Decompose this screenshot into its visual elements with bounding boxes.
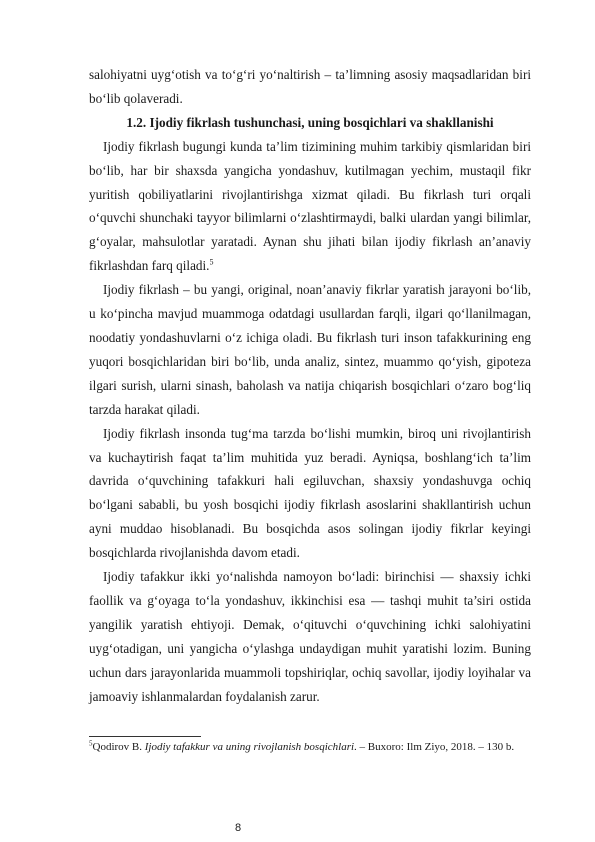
page-body (89, 63, 531, 708)
paragraph-continued: salohiyatni uyg‘otish va to‘g‘ri yo‘naltirish – ta’limning asosiy maqsadlaridan biri bo‘lib qolaveradi. (89, 67, 531, 106)
paragraph-creative-thinking: Ijodiy fikrlash – bu yangi, original, noan’anaviy fikrlar yaratish jarayoni bo‘lib, u ko‘pincha mavjud muammoga odatdagi usullardan farqli, ilgari qo‘llanilmagan, noodatiy yondashuvlarni o‘z ichiga oladi. Bu fikrlash turi inson tafakkurining eng yuqori bosqichlaridan biri bo‘lib, unda analiz, sintez, muammo qo‘yish, gipoteza ilgari surish, ularni sinash, baholash va natija chiqarish bosqichlari o‘zaro bog‘liq tarzda harakat qiladi. (89, 282, 531, 417)
paragraph-two-directions: Ijodiy tafakkur ikki yo‘nalishda namoyon bo‘ladi: birinchisi — shaxsiy ichki faollik va g‘oyaga to‘la yondashuv, ikkinchisi esa — tashqi muhit ta’siri ostida yangilik yaratish ehtiyoji. Demak, o‘qituvchi o‘quvchining ichki salohiyatini uyg‘otadigan, uni yangicha o‘ylashga undaydigan muhit yaratishi lozim. Buning uchun dars jarayonlarida muammoli topshiriqlar, ochiq savollar, ijodiy loyihalar va jamoaviy ishlanmalardan foydalanish zarur. (89, 569, 531, 704)
footnote-reference[interactable]: 5 (209, 257, 214, 267)
paragraph-development: Ijodiy fikrlash insonda tug‘ma tarzda bo‘lishi mumkin, biroq uni rivojlantirish va kuchaytirish faqat ta’lim muhitida yuz beradi. Ayniqsa, boshlang‘ich ta’lim davrida o‘quvchining tafakkuri hali egiluvchan, shaxsiy yondashuvga ochiq bo‘lgani sababli, bu yosh bosqichi ijodiy fikrlash asoslarini shakllantirish uchun ayni muddao hisoblanadi. Bu bosqichda asos solingan ijodiy fikrlar keyingi bosqichlarda rivojlanishda davom etadi. (89, 425, 531, 561)
footnote (89, 740, 531, 755)
footnote-title: Ijodiy tafakkur va uning rivojlanish bosqichlari (144, 741, 355, 753)
footnote-details: . – Buxoro: Ilm Ziyo, 2018. – 130 b. (354, 741, 515, 753)
paragraph-text: Ijodiy fikrlash bugungi kunda ta’lim tizimining muhim tarkibiy qismlaridan biri bo‘lib, har bir shaxsda yangicha yondashuv, kutilmagan yechim, mustaqil fikr yuritish qobiliyatlarini rivojlantirishga xizmat qiladi. Bu fikrlash turi orqali o‘quvchi shunchaki tayyor bilimlarni o‘zlashtirmaydi, balki ulardan yangi bilimlar, g‘oyalar, mahsulotlar yaratadi. Aynan shu jihati bilan ijodiy fikrlash an’anaviy fikrlashdan farq qiladi. (89, 138, 531, 274)
paragraph-definition (89, 135, 531, 278)
section-heading: 1.2. Ijodiy fikrlash tushunchasi, uning bosqichlari va shakllanishi (126, 114, 494, 130)
page-number: 8 (234, 822, 242, 834)
footnote-divider (89, 736, 201, 737)
footnote-author: Qodirov B. (92, 741, 145, 753)
footnote-mark: 5 (89, 739, 93, 748)
